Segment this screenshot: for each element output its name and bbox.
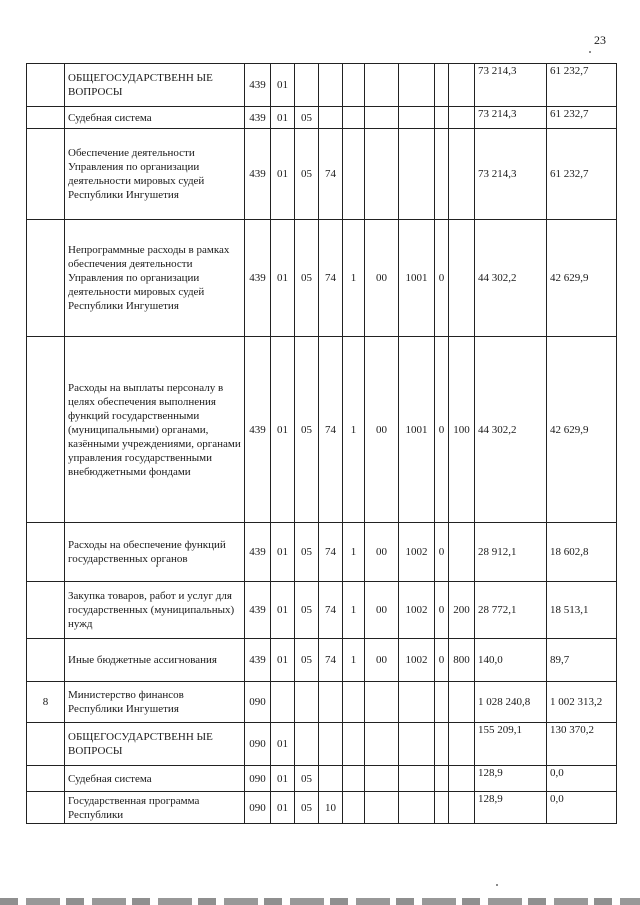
table-row xyxy=(27,523,617,582)
code-cell: 01 xyxy=(271,523,295,582)
code-cell: 0 xyxy=(435,639,449,682)
amount-approved: 128,9 xyxy=(475,792,547,824)
table-row xyxy=(27,792,617,824)
code-cell: 439 xyxy=(245,523,271,582)
code-cell: 01 xyxy=(271,337,295,523)
code-cell xyxy=(399,64,435,107)
code-cell xyxy=(319,64,343,107)
amount-executed: 1 002 313,2 xyxy=(547,682,617,723)
code-cell: 0 xyxy=(435,220,449,337)
code-cell: 00 xyxy=(365,337,399,523)
amount-executed: 42 629,9 xyxy=(547,337,617,523)
code-cell xyxy=(365,64,399,107)
amount-approved: 140,0 xyxy=(475,639,547,682)
row-name: Государственная программа Республики xyxy=(65,792,245,824)
code-cell: 1 xyxy=(343,582,365,639)
code-cell xyxy=(449,766,475,792)
page-number: 23 xyxy=(594,33,606,47)
code-cell: 01 xyxy=(271,639,295,682)
scan-speck xyxy=(589,51,591,53)
code-cell: 00 xyxy=(365,639,399,682)
code-cell: 01 xyxy=(271,129,295,220)
code-cell xyxy=(295,682,319,723)
code-cell: 05 xyxy=(295,129,319,220)
scan-speck xyxy=(156,565,158,567)
code-cell xyxy=(295,723,319,766)
code-cell: 74 xyxy=(319,129,343,220)
amount-executed: 18 513,1 xyxy=(547,582,617,639)
code-cell: 090 xyxy=(245,723,271,766)
amount-executed: 18 602,8 xyxy=(547,523,617,582)
amount-executed: 0,0 xyxy=(547,766,617,792)
row-name: Иные бюджетные ассигнования xyxy=(65,639,245,682)
code-cell xyxy=(449,107,475,129)
code-cell xyxy=(365,792,399,824)
amount-executed: 42 629,9 xyxy=(547,220,617,337)
code-cell xyxy=(399,766,435,792)
code-cell: 05 xyxy=(295,220,319,337)
code-cell xyxy=(343,107,365,129)
code-cell xyxy=(319,723,343,766)
code-cell xyxy=(435,766,449,792)
code-cell: 439 xyxy=(245,107,271,129)
row-name: Расходы на обеспечение функций государственных органов xyxy=(65,523,245,582)
code-cell: 05 xyxy=(295,792,319,824)
code-cell: 200 xyxy=(449,582,475,639)
row-index xyxy=(27,723,65,766)
code-cell xyxy=(319,107,343,129)
amount-executed: 130 370,2 xyxy=(547,723,617,766)
row-index xyxy=(27,337,65,523)
row-name: Расходы на выплаты персоналу в целях обеспечения выполнения функций государственными (муниципальными) органами, казёнными учреждениями, органами управления государственными внебюджетными фондами xyxy=(65,337,245,523)
code-cell: 01 xyxy=(271,582,295,639)
row-index xyxy=(27,766,65,792)
amount-approved: 128,9 xyxy=(475,766,547,792)
code-cell: 800 xyxy=(449,639,475,682)
code-cell xyxy=(435,107,449,129)
table-row xyxy=(27,129,617,220)
code-cell: 05 xyxy=(295,639,319,682)
code-cell: 00 xyxy=(365,220,399,337)
amount-executed: 89,7 xyxy=(547,639,617,682)
code-cell xyxy=(449,64,475,107)
code-cell xyxy=(399,129,435,220)
code-cell: 05 xyxy=(295,523,319,582)
code-cell xyxy=(271,682,295,723)
code-cell xyxy=(295,64,319,107)
code-cell: 439 xyxy=(245,582,271,639)
code-cell: 05 xyxy=(295,337,319,523)
code-cell xyxy=(343,723,365,766)
code-cell xyxy=(343,682,365,723)
code-cell xyxy=(343,792,365,824)
code-cell: 10 xyxy=(319,792,343,824)
code-cell xyxy=(449,723,475,766)
code-cell: 439 xyxy=(245,337,271,523)
code-cell: 1 xyxy=(343,639,365,682)
amount-approved: 73 214,3 xyxy=(475,129,547,220)
code-cell xyxy=(435,64,449,107)
code-cell: 01 xyxy=(271,723,295,766)
code-cell xyxy=(399,723,435,766)
code-cell: 74 xyxy=(319,337,343,523)
table-row xyxy=(27,639,617,682)
row-name: Судебная система xyxy=(65,107,245,129)
code-cell: 01 xyxy=(271,107,295,129)
scan-speck xyxy=(496,884,498,886)
code-cell xyxy=(449,523,475,582)
row-name: Министерство финансов Республики Ингушетия xyxy=(65,682,245,723)
code-cell: 439 xyxy=(245,129,271,220)
code-cell: 05 xyxy=(295,107,319,129)
row-index xyxy=(27,129,65,220)
code-cell: 74 xyxy=(319,220,343,337)
table-row xyxy=(27,64,617,107)
code-cell xyxy=(365,129,399,220)
code-cell xyxy=(319,682,343,723)
budget-table xyxy=(26,63,617,824)
code-cell: 0 xyxy=(435,337,449,523)
row-index xyxy=(27,792,65,824)
code-cell xyxy=(343,64,365,107)
table-row xyxy=(27,766,617,792)
row-index xyxy=(27,523,65,582)
amount-approved: 155 209,1 xyxy=(475,723,547,766)
row-name: Обеспечение деятельности Управления по организации деятельности мировых судей Республики Ингушетия xyxy=(65,129,245,220)
code-cell: 01 xyxy=(271,792,295,824)
code-cell: 01 xyxy=(271,64,295,107)
code-cell xyxy=(435,682,449,723)
code-cell xyxy=(343,129,365,220)
amount-approved: 28 772,1 xyxy=(475,582,547,639)
code-cell: 00 xyxy=(365,582,399,639)
code-cell: 1002 xyxy=(399,639,435,682)
code-cell: 090 xyxy=(245,766,271,792)
code-cell: 74 xyxy=(319,582,343,639)
row-index xyxy=(27,64,65,107)
code-cell: 439 xyxy=(245,639,271,682)
amount-approved: 73 214,3 xyxy=(475,64,547,107)
code-cell xyxy=(399,682,435,723)
code-cell: 090 xyxy=(245,792,271,824)
code-cell xyxy=(449,792,475,824)
row-index: 8 xyxy=(27,682,65,723)
code-cell xyxy=(399,107,435,129)
code-cell: 1 xyxy=(343,220,365,337)
code-cell xyxy=(399,792,435,824)
code-cell: 01 xyxy=(271,220,295,337)
row-name: Непрограммные расходы в рамках обеспечения деятельности Управления по организации деятельности мировых судей Республики Ингушетия xyxy=(65,220,245,337)
amount-approved: 1 028 240,8 xyxy=(475,682,547,723)
table-row xyxy=(27,582,617,639)
amount-approved: 44 302,2 xyxy=(475,337,547,523)
code-cell xyxy=(449,129,475,220)
scan-edge xyxy=(0,898,640,905)
code-cell xyxy=(435,723,449,766)
code-cell xyxy=(365,723,399,766)
code-cell: 439 xyxy=(245,220,271,337)
amount-approved: 28 912,1 xyxy=(475,523,547,582)
code-cell: 05 xyxy=(295,766,319,792)
row-name: ОБЩЕГОСУДАРСТВЕНН ЫЕ ВОПРОСЫ xyxy=(65,723,245,766)
amount-executed: 0,0 xyxy=(547,792,617,824)
row-name: Судебная система xyxy=(65,766,245,792)
table-row xyxy=(27,337,617,523)
code-cell xyxy=(435,792,449,824)
code-cell xyxy=(365,766,399,792)
table-row xyxy=(27,220,617,337)
amount-executed: 61 232,7 xyxy=(547,107,617,129)
row-index xyxy=(27,639,65,682)
code-cell: 1 xyxy=(343,523,365,582)
code-cell xyxy=(449,220,475,337)
code-cell xyxy=(319,766,343,792)
code-cell: 090 xyxy=(245,682,271,723)
code-cell: 00 xyxy=(365,523,399,582)
row-index xyxy=(27,107,65,129)
code-cell: 439 xyxy=(245,64,271,107)
code-cell xyxy=(343,766,365,792)
amount-executed: 61 232,7 xyxy=(547,64,617,107)
code-cell xyxy=(365,107,399,129)
code-cell: 74 xyxy=(319,639,343,682)
table-row xyxy=(27,107,617,129)
code-cell: 1001 xyxy=(399,337,435,523)
code-cell xyxy=(449,682,475,723)
code-cell: 1002 xyxy=(399,582,435,639)
amount-approved: 73 214,3 xyxy=(475,107,547,129)
code-cell xyxy=(435,129,449,220)
code-cell: 100 xyxy=(449,337,475,523)
code-cell: 0 xyxy=(435,582,449,639)
row-name: Закупка товаров, работ и услуг для государственных (муниципальных) нужд xyxy=(65,582,245,639)
code-cell: 01 xyxy=(271,766,295,792)
code-cell: 1001 xyxy=(399,220,435,337)
code-cell: 1 xyxy=(343,337,365,523)
code-cell: 0 xyxy=(435,523,449,582)
table-row xyxy=(27,682,617,723)
row-index xyxy=(27,582,65,639)
amount-approved: 44 302,2 xyxy=(475,220,547,337)
code-cell: 05 xyxy=(295,582,319,639)
table-body xyxy=(27,64,617,824)
table-row xyxy=(27,723,617,766)
code-cell: 1002 xyxy=(399,523,435,582)
row-index xyxy=(27,220,65,337)
amount-executed: 61 232,7 xyxy=(547,129,617,220)
row-name: ОБЩЕГОСУДАРСТВЕНН ЫЕ ВОПРОСЫ xyxy=(65,64,245,107)
code-cell: 74 xyxy=(319,523,343,582)
code-cell xyxy=(365,682,399,723)
